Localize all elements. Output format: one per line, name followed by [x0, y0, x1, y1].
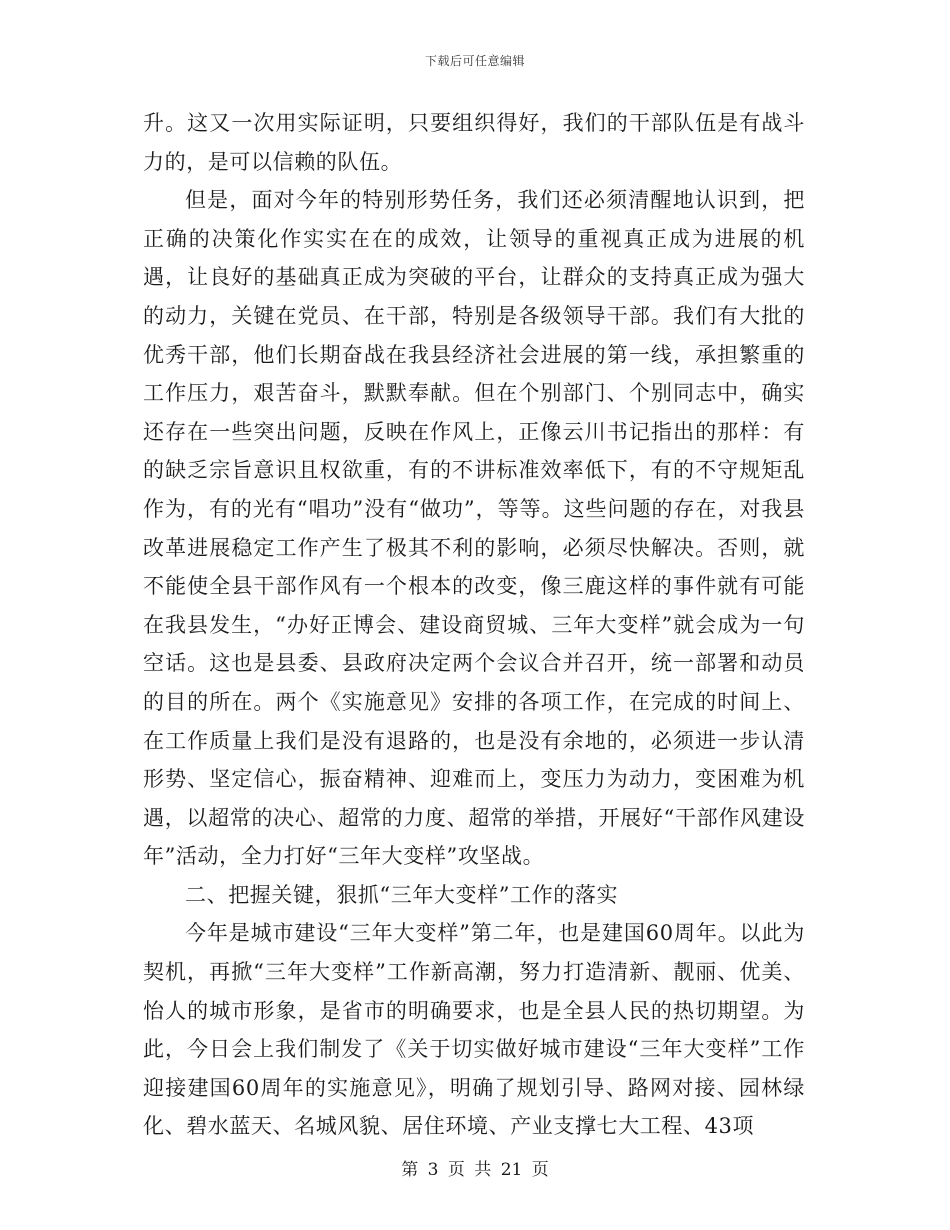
- page-header: 下载后可任意编辑: [424, 54, 525, 68]
- paragraph: 但是，面对今年的特别形势任务，我们还必须清醒地认识到，把正确的决策化作实实在在的成效，让领导的重视真正成为进展的机遇，让良好的基础真正成为突破的平台，让群众的支持真正成为强大的动力，关键在党员、在干部，特别是各级领导干部。我们有大批的优秀干部，他们长期奋战在我县经济社会进展的第一线，承担繁重的工作压力，艰苦奋斗，默默奉献。但在个别部门、个别同志中，确实还存在一些突出问题，反映在作风上，正像云川书记指出的那样：有的缺乏宗旨意识且权欲重，有的不讲标准效率低下，有的不守规矩乱作为，有的光有“唱功”没有“做功”，等等。这些问题的存在，对我县改革进展稳定工作产生了极其不利的影响，必须尽快解决。否则，就不能使全县干部作风有一个根本的改变，像三鹿这样的事件就有可能在我县发生，“办好正博会、建设商贸城、三年大变样”就会成为一句空话。这也是县委、县政府决定两个会议合并召开，统一部署和动员的目的所在。两个《实施意见》安排的各项工作，在完成的时间上、在工作质量上我们是没有退路的，也是没有余地的，必须进一步认清形势、坚定信心，振奋精神、迎难而上，变压力为动力，变困难为机遇，以超常的决心、超常的力度、超常的举措，开展好“干部作风建设年”活动，全力打好“三年大变样”攻坚战。: [143, 188, 805, 869]
- paragraph: 今年是城市建设“三年大变样”第二年，也是建国60周年。以此为契机，再掀“三年大变样”工作新高潮，努力打造清新、靓丽、优美、怡人的城市形象，是省市的明确要求，也是全县人民的热切期望。为此，今日会上我们制发了《关于切实做好城市建设“三年大变样”工作迎接建国60周年的实施意见》，明确了规划引导、路网对接、园林绿化、碧水蓝天、名城风貌、居住环境、产业支撑七大工程、43项: [143, 921, 805, 1139]
- section-heading: 二、把握关键，狠抓“三年大变样”工作的落实: [185, 882, 619, 907]
- document-body: [143, 104, 805, 1146]
- paragraph-continuation: 升。这又一次用实际证明，只要组织得好，我们的干部队伍是有战斗力的，是可以信赖的队伍。: [143, 111, 805, 174]
- page-footer: 第 3 页 共 21 页: [401, 1160, 549, 1180]
